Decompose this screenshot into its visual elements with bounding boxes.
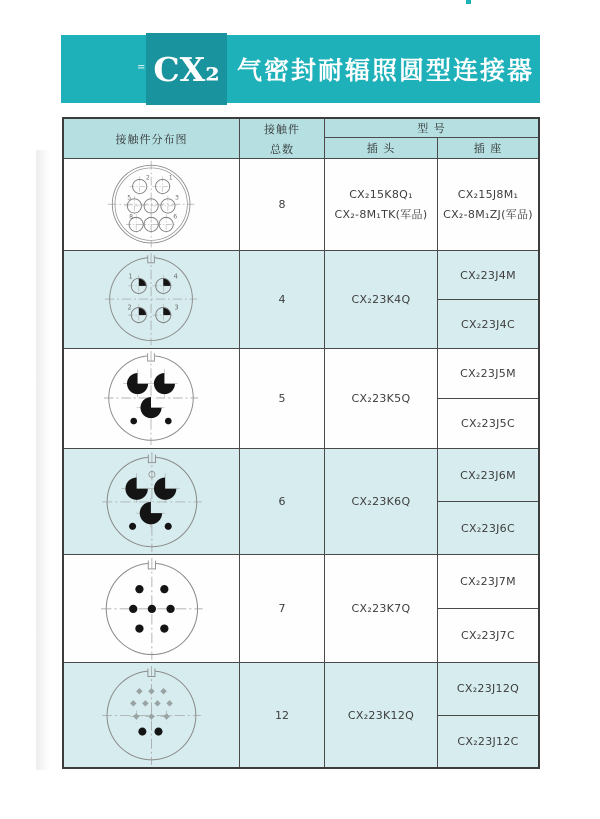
socket-model: CX₂23J5M [460,367,516,380]
diagram-cell [64,449,240,554]
plug-model: CX₂23K6Q [351,495,411,508]
header-contact-count-line1: 接触件 [264,122,300,136]
table-row [64,555,538,663]
table-body [64,159,538,767]
socket-cell-group [438,663,538,767]
diagram-cell [64,663,240,767]
pin-diagram [101,451,203,553]
plug-model: CX₂-8M₁TK(军品) [334,207,428,221]
title-banner [61,35,540,103]
plug-model-cell [325,251,438,348]
socket-model-cell [438,300,538,348]
connector-table [62,117,540,769]
socket-cell-group [438,555,538,662]
socket-model: CX₂23J7M [460,575,516,588]
contact-count: 4 [240,251,325,348]
svg-text:1: 1 [169,174,174,182]
svg-text:6: 6 [173,213,178,221]
socket-model: CX₂23J4M [460,268,516,282]
plug-model-cell [325,159,438,250]
socket-model: CX₂23J4C [461,317,515,331]
socket-model: CX₂23J6M [460,468,516,482]
table-row [64,449,538,555]
socket-model: CX₂23J7C [461,629,515,642]
svg-text:5: 5 [127,195,132,203]
table-row [64,663,538,767]
plug-model: CX₂23K7Q [351,602,411,615]
socket-model: CX₂23J12C [457,734,519,748]
series-code: CX₂ [153,49,220,89]
svg-text:4: 4 [174,272,179,281]
pin-diagram [103,350,199,446]
header-socket: 插 座 [473,142,503,155]
series-code-box [146,33,227,105]
plug-model-cell [325,449,438,554]
socket-model-cell [438,716,538,768]
plug-model-cell [325,555,438,662]
diagram-cell [64,159,240,250]
page-title: 气密封耐辐照圆型连接器 [237,56,535,85]
contact-count: 8 [240,159,325,250]
socket-model-cell [438,663,538,716]
page-corner-mark [466,0,471,4]
socket-cell-group [438,251,538,348]
svg-text:8: 8 [129,213,134,221]
table-row [64,159,538,251]
socket-model-cell [438,449,538,502]
svg-text:3: 3 [175,195,180,203]
contact-count: 5 [240,349,325,448]
table-header [64,119,538,159]
diagram-cell [64,251,240,348]
plug-model: CX₂15K8Q₁ [349,187,413,201]
table-row [64,349,538,449]
header-contact-count-line2: 总数 [270,142,294,156]
contact-count: 12 [240,663,325,767]
plug-model: CX₂23K5Q [351,392,411,405]
diagram-cell [64,555,240,662]
header-contact-count [240,119,325,158]
contact-count: 6 [240,449,325,554]
pin-diagram [107,160,195,248]
page-edge-shade [36,150,50,770]
plug-model: CX₂23K4Q [351,293,411,306]
socket-model-cell [438,251,538,300]
socket-model: CX₂-8M₁ZJ(军品) [443,207,533,221]
plug-model-cell [325,349,438,448]
socket-model: CX₂23J12Q [456,682,520,696]
header-model: 型 号 [325,119,538,138]
socket-cell-group [438,159,538,250]
socket-model: CX₂23J5C [461,417,515,430]
socket-model-cell [438,159,538,250]
socket-model-cell [438,502,538,554]
socket-model: CX₂23J6C [461,521,515,535]
diagram-cell [64,349,240,448]
header-plug: 插 头 [325,138,438,158]
socket-model-cell [438,349,538,399]
socket-cell-group [438,349,538,448]
plug-model-cell [325,663,438,767]
banner-tick-mark: = [137,62,146,73]
svg-text:1: 1 [128,272,134,281]
svg-text:3: 3 [175,303,180,312]
header-model-group [325,119,538,158]
socket-model-cell [438,555,538,609]
socket-model: CX₂15J8M₁ [457,187,519,201]
plug-model: CX₂23K12Q [347,708,415,722]
socket-model-cell [438,399,538,448]
header-model-subrow [325,138,538,158]
pin-diagram [104,252,198,346]
pin-diagram [101,665,202,766]
header-diagram: 接触件分布图 [64,119,240,158]
table-row [64,251,538,349]
pin-diagram [100,557,204,661]
socket-model-cell [438,609,538,662]
svg-text:2: 2 [127,303,133,312]
contact-count: 7 [240,555,325,662]
socket-cell-group [438,449,538,554]
svg-text:2: 2 [146,174,151,182]
